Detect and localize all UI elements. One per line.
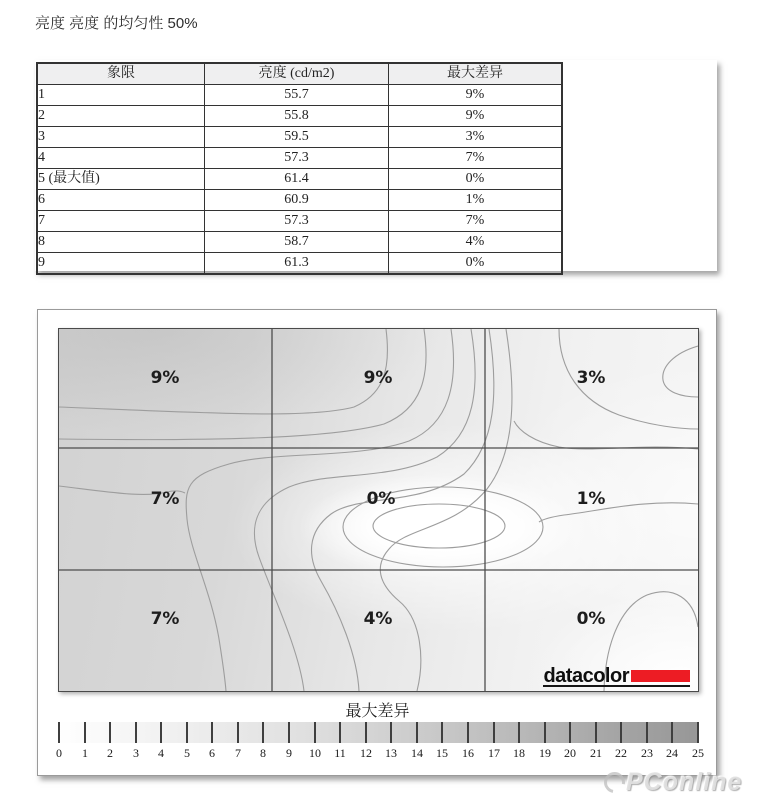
colorbar-tick-label: 4 <box>158 746 164 760</box>
page-title: 亮度 亮度 的均匀性 50% <box>35 15 198 32</box>
cell-maxdiff: 9% <box>389 106 563 127</box>
colorbar-tick <box>109 722 111 743</box>
cell-luminance: 59.5 <box>205 127 389 148</box>
cell-quadrant: 5 (最大值) <box>37 169 205 190</box>
column-header-maxdiff: 最大差异 <box>389 63 563 85</box>
cell-quadrant: 9 <box>37 253 205 275</box>
colorbar-tick-label: 8 <box>260 746 266 760</box>
table-row <box>37 253 562 275</box>
colorbar-tick-label: 12 <box>360 746 372 760</box>
measurement-table-card <box>35 60 717 271</box>
table-row <box>37 169 562 190</box>
datacolor-logo-red-bar <box>631 670 690 682</box>
colorbar-tick-label: 2 <box>107 746 113 760</box>
colorbar-tick <box>314 722 316 743</box>
colorbar-tick <box>237 722 239 743</box>
colorbar-tick-label: 24 <box>666 746 678 760</box>
colorbar-tick <box>160 722 162 743</box>
cell-maxdiff: 4% <box>389 232 563 253</box>
cell-quadrant: 3 <box>37 127 205 148</box>
pconline-watermark <box>604 768 742 797</box>
cell-luminance: 58.7 <box>205 232 389 253</box>
colorbar-tick <box>544 722 546 743</box>
colorbar-tick <box>186 722 188 743</box>
contour-plot <box>58 328 699 692</box>
colorbar-labels <box>56 746 704 760</box>
colorbar-tick <box>697 722 699 743</box>
colorbar-tick-label: 13 <box>385 746 397 760</box>
colorbar-tick <box>339 722 341 743</box>
uniformity-plot-card <box>37 309 717 776</box>
cell-maxdiff: 9% <box>389 85 563 106</box>
colorbar-tick <box>390 722 392 743</box>
cell-luminance: 60.9 <box>205 190 389 211</box>
cell-label-q1: 9% <box>150 368 180 388</box>
pconline-swirl-icon <box>600 768 629 797</box>
table-row <box>37 232 562 253</box>
table-row <box>37 106 562 127</box>
colorbar-tick-label: 3 <box>133 746 139 760</box>
colorbar-tick <box>671 722 673 743</box>
cell-label-q8: 4% <box>363 609 393 629</box>
cell-label-q6: 1% <box>576 489 606 509</box>
colorbar-tick-label: 7 <box>235 746 241 760</box>
colorbar-tick-label: 21 <box>590 746 602 760</box>
colorbar-tick-label: 11 <box>334 746 346 760</box>
colorbar-tick-label: 10 <box>309 746 321 760</box>
colorbar-tick <box>416 722 418 743</box>
table-row <box>37 148 562 169</box>
colorbar-tick-label: 23 <box>641 746 653 760</box>
colorbar-tick-label: 17 <box>488 746 500 760</box>
cell-label-q3: 3% <box>576 368 606 388</box>
table-row <box>37 127 562 148</box>
cell-quadrant: 1 <box>37 85 205 106</box>
column-header-quadrant: 象限 <box>37 63 205 85</box>
colorbar-tick <box>493 722 495 743</box>
colorbar-tick-label: 14 <box>411 746 423 760</box>
cell-maxdiff: 1% <box>389 190 563 211</box>
cell-luminance: 61.4 <box>205 169 389 190</box>
cell-luminance: 55.8 <box>205 106 389 127</box>
cell-maxdiff: 7% <box>389 211 563 232</box>
table-row <box>37 190 562 211</box>
table-row <box>37 211 562 232</box>
datacolor-logo <box>543 665 690 687</box>
colorbar-tick <box>262 722 264 743</box>
table-row <box>37 85 562 106</box>
cell-quadrant: 4 <box>37 148 205 169</box>
measurement-table <box>36 62 563 275</box>
colorbar-title: 最大差异 <box>345 703 410 720</box>
cell-luminance: 61.3 <box>205 253 389 275</box>
datacolor-logo-text: datacolor <box>543 665 629 687</box>
pconline-watermark-text: PConline <box>626 768 743 796</box>
cell-maxdiff: 3% <box>389 127 563 148</box>
cell-luminance: 57.3 <box>205 211 389 232</box>
colorbar-tick-label: 20 <box>564 746 576 760</box>
cell-luminance: 57.3 <box>205 148 389 169</box>
cell-label-q4: 7% <box>150 489 180 509</box>
colorbar-tick-label: 9 <box>286 746 292 760</box>
cell-maxdiff: 0% <box>389 253 563 275</box>
colorbar-tick-label: 25 <box>692 746 704 760</box>
cell-quadrant: 8 <box>37 232 205 253</box>
contour-svg <box>59 329 698 691</box>
colorbar-tick-label: 22 <box>615 746 627 760</box>
colorbar-tick <box>569 722 571 743</box>
colorbar-tick <box>518 722 520 743</box>
colorbar-tick <box>135 722 137 743</box>
colorbar-tick <box>441 722 443 743</box>
colorbar-tick-label: 1 <box>82 746 88 760</box>
colorbar-tick <box>467 722 469 743</box>
colorbar-tick-label: 0 <box>56 746 62 760</box>
colorbar-tick <box>84 722 86 743</box>
colorbar-tick-label: 19 <box>539 746 551 760</box>
cell-label-q5: 0% <box>366 489 396 509</box>
cell-quadrant: 6 <box>37 190 205 211</box>
colorbar-tick-label: 5 <box>184 746 190 760</box>
colorbar-tick <box>646 722 648 743</box>
cell-luminance: 55.7 <box>205 85 389 106</box>
cell-labels <box>151 368 606 629</box>
colorbar-tick <box>620 722 622 743</box>
colorbar-tick <box>365 722 367 743</box>
colorbar-tick-label: 18 <box>513 746 525 760</box>
cell-quadrant: 2 <box>37 106 205 127</box>
colorbar-gradient <box>58 722 699 743</box>
colorbar-tick <box>595 722 597 743</box>
colorbar-tick <box>288 722 290 743</box>
cell-label-q7: 7% <box>150 609 180 629</box>
cell-label-q9: 0% <box>576 609 606 629</box>
colorbar-tick-label: 16 <box>462 746 474 760</box>
cell-quadrant: 7 <box>37 211 205 232</box>
column-header-luminance: 亮度 (cd/m2) <box>205 63 389 85</box>
colorbar-tick-label: 15 <box>436 746 448 760</box>
colorbar-tick <box>58 722 60 743</box>
colorbar-tick <box>211 722 213 743</box>
colorbar-tick-label: 6 <box>209 746 215 760</box>
cell-maxdiff: 7% <box>389 148 563 169</box>
cell-maxdiff: 0% <box>389 169 563 190</box>
table-header-row <box>37 63 562 85</box>
cell-label-q2: 9% <box>363 368 393 388</box>
